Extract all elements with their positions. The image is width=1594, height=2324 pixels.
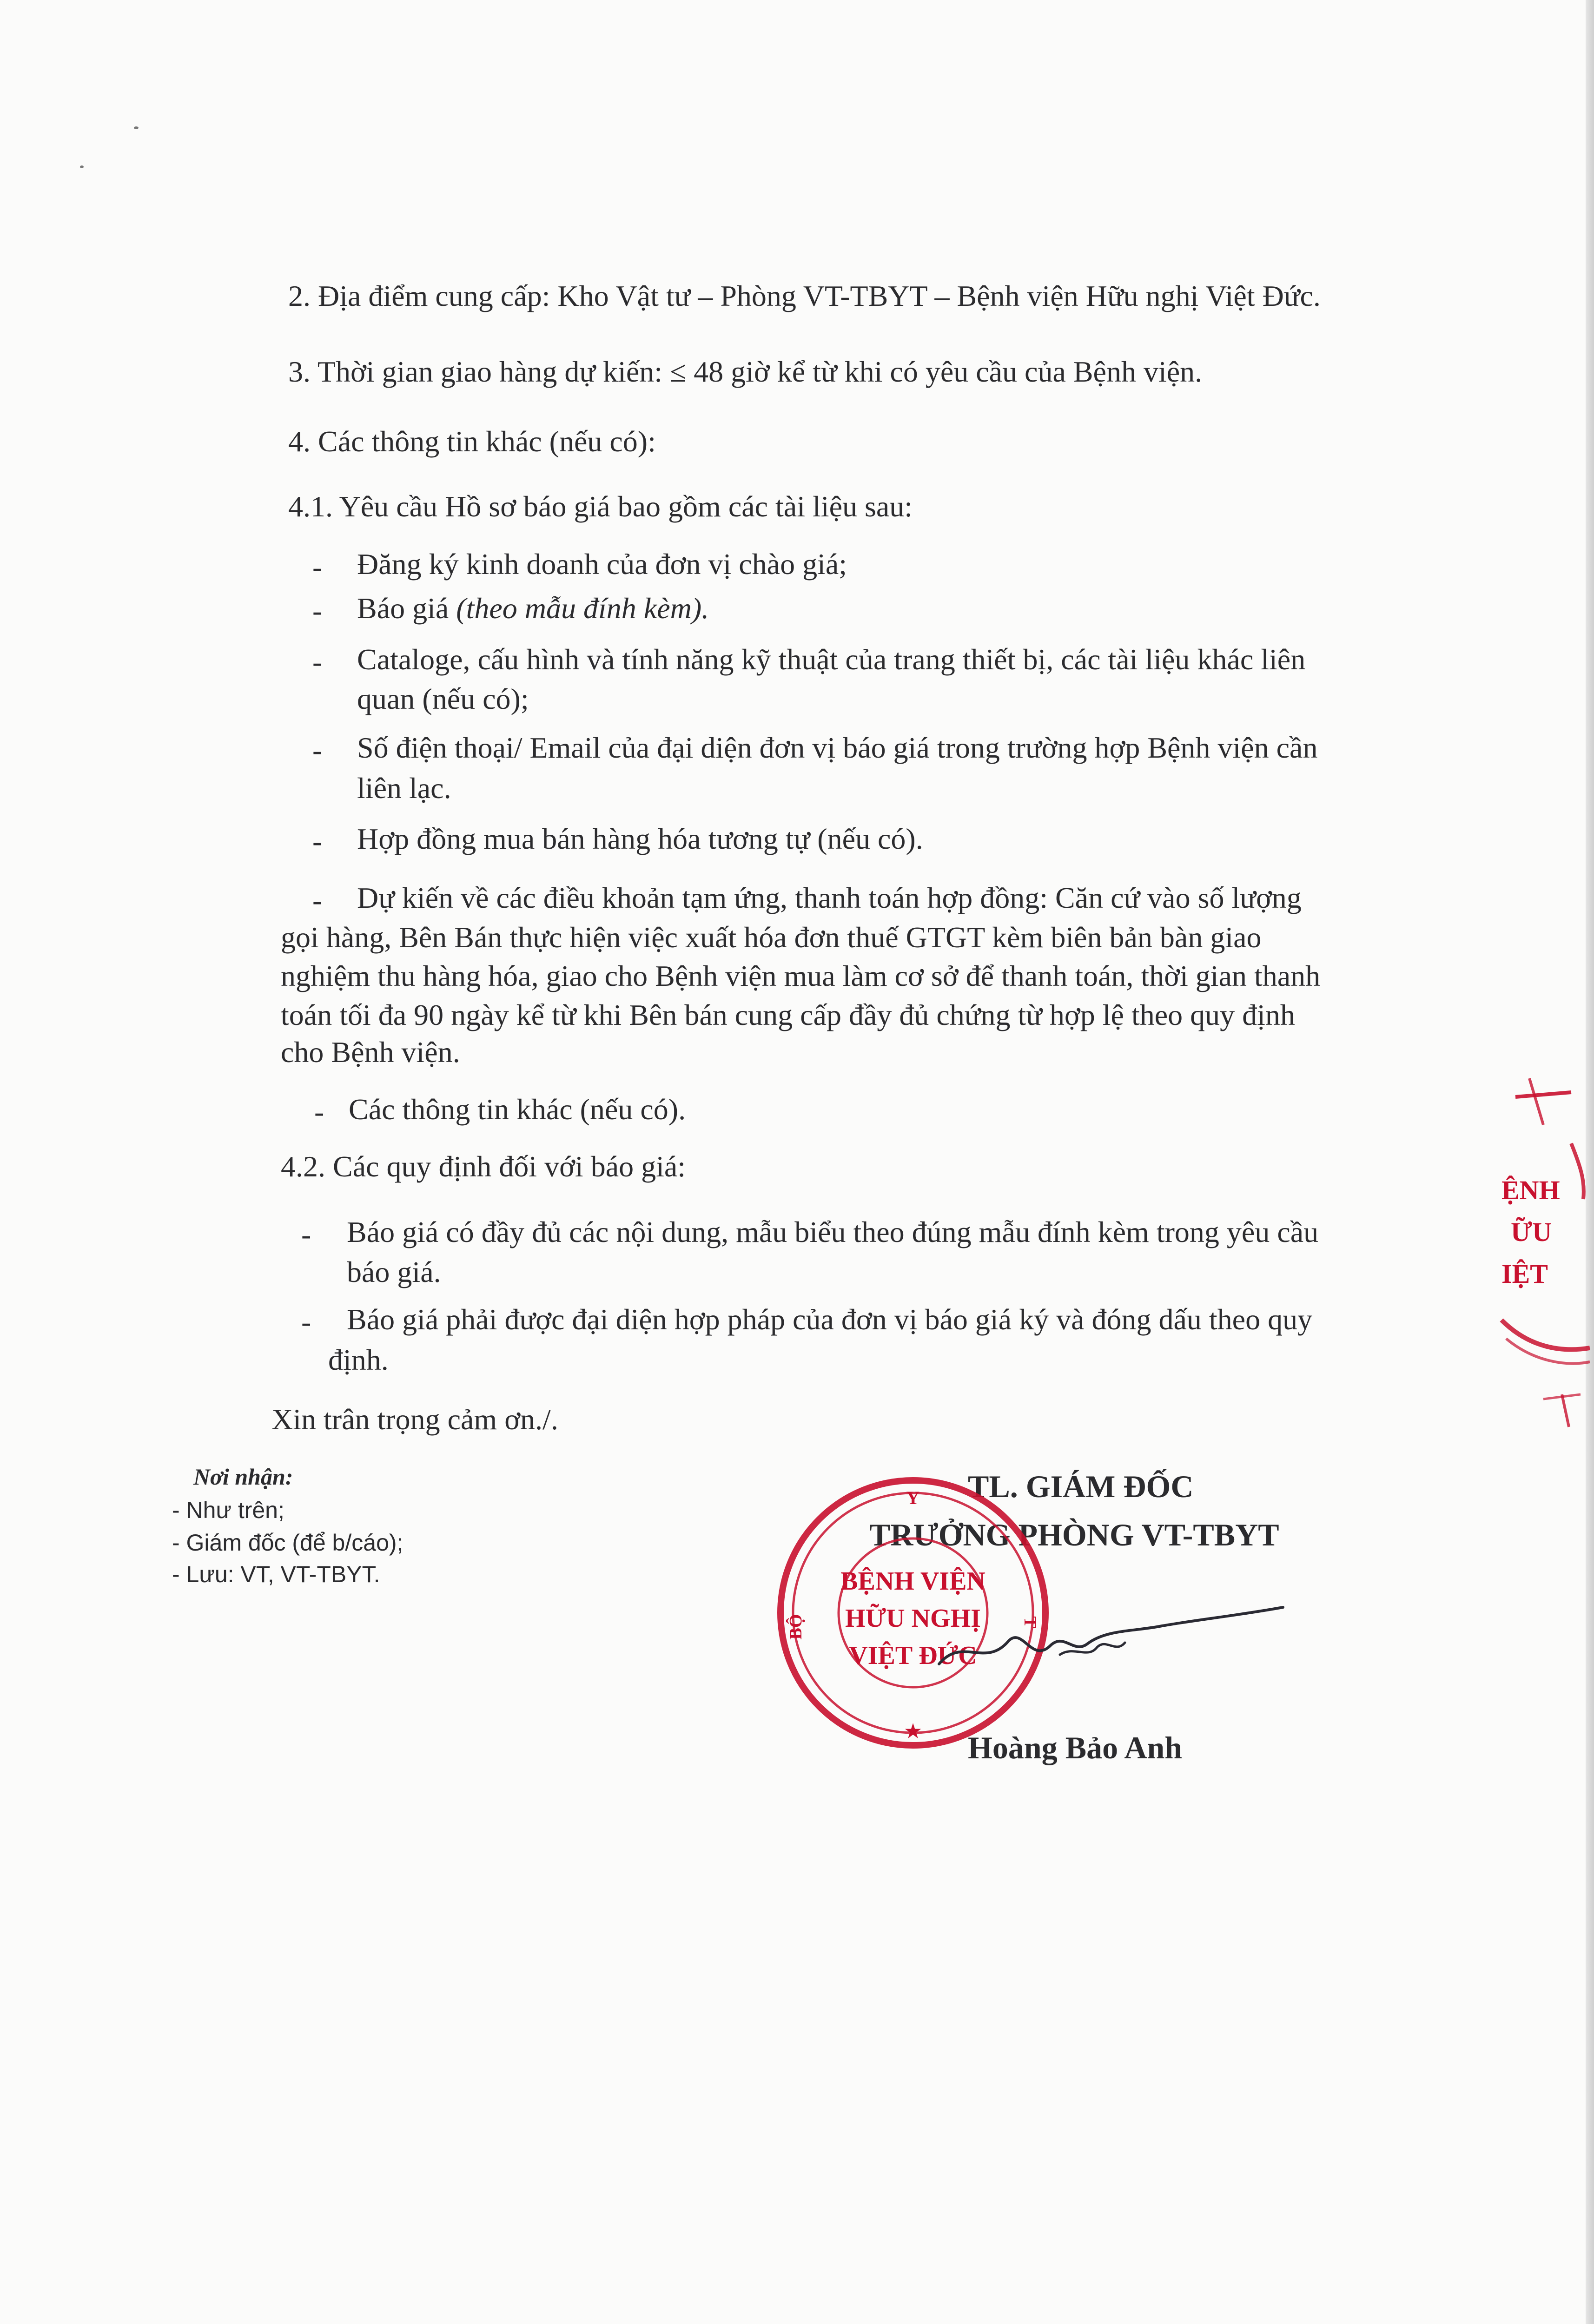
rule-2-line-1: Báo giá phải được đại diện hợp pháp của đơn vị báo giá ký và đóng dấu theo quy (347, 1303, 1313, 1336)
list-dash: - (312, 884, 323, 917)
other-info-item: Các thông tin khác (nếu có). (349, 1093, 686, 1126)
stamp-left-letters: BỘ (786, 1614, 806, 1640)
item-4-2-rules: 4.2. Các quy định đối với báo giá: (281, 1150, 686, 1183)
list-dash: - (301, 1218, 311, 1251)
signature-title-1: TL. GIÁM ĐỐC (968, 1469, 1194, 1504)
payment-terms-line-3: nghiệm thu hàng hóa, giao cho Bệnh viện mua làm cơ sở để thanh toán, thời gian thanh (281, 959, 1321, 992)
doc-catalogue-line-1: Cataloge, cấu hình và tính năng kỹ thuật của trang thiết bị, các tài liệu khác liên (357, 643, 1306, 676)
doc-catalogue-line-2: quan (nếu có); (357, 682, 529, 715)
paper-speck (134, 126, 139, 129)
paper-speck (80, 165, 84, 168)
stamp-top-letter: Y (906, 1487, 920, 1508)
recipient-1: - Như trên; (172, 1497, 284, 1523)
item-4-other-info: 4. Các thông tin khác (nếu có): (288, 425, 656, 458)
doc-similar-contracts: Hợp đồng mua bán hàng hóa tương tự (nếu có). (357, 822, 923, 855)
stamp-line-1: BỆNH VIỆN (840, 1567, 986, 1596)
item-2-delivery-location: 2. Địa điểm cung cấp: Kho Vật tư – Phòng VT-TBYT – Bệnh viện Hữu nghị Việt Đức. (288, 279, 1321, 312)
recipient-2: - Giám đốc (để b/cáo); (172, 1530, 403, 1556)
list-dash: - (314, 1095, 324, 1128)
seam-stamp-line-3: IỆT (1501, 1259, 1548, 1289)
rule-1-line-2: báo giá. (347, 1255, 441, 1288)
list-dash: - (312, 645, 323, 678)
doc-quotation (357, 594, 709, 623)
list-dash: - (312, 594, 323, 627)
stamp-line-3: VIỆT ĐỨC (849, 1641, 977, 1670)
rule-2-line-2: định. (328, 1343, 389, 1376)
signer-name: Hoàng Bảo Anh (968, 1730, 1183, 1765)
recipients-title: Nơi nhận: (193, 1464, 293, 1490)
doc-business-registration: Đăng ký kinh doanh của đơn vị chào giá; (357, 548, 847, 581)
doc-contact-line-2: liên lạc. (357, 772, 451, 805)
list-dash: - (312, 825, 323, 858)
seam-stamp-line-1: ỆNH (1501, 1175, 1560, 1205)
seam-stamp-line-2: ỮU (1511, 1217, 1552, 1247)
payment-terms-line-4: toán tối đa 90 ngày kể từ khi Bên bán cung cấp đầy đủ chứng từ hợp lệ theo quy định (281, 998, 1295, 1031)
list-dash: - (312, 550, 323, 583)
closing-thanks: Xin trân trọng cảm ơn./. (271, 1403, 558, 1436)
recipient-3: - Lưu: VT, VT-TBYT. (172, 1561, 380, 1587)
handwritten-signature (920, 1599, 1292, 1692)
doc-quotation-template-note: (theo mẫu đính kèm). (456, 592, 709, 625)
payment-terms-line-2: gọi hàng, Bên Bán thực hiện việc xuất hóa đơn thuế GTGT kèm biên bản bàn giao (281, 921, 1262, 954)
payment-terms-line-5: cho Bệnh viện. (281, 1036, 460, 1069)
stamp-right-letter: T (1020, 1616, 1040, 1628)
seam-stamp (1474, 1060, 1594, 1459)
list-dash: - (301, 1305, 311, 1338)
stamp-star-icon: ★ (905, 1721, 921, 1742)
doc-quotation-label: Báo giá (357, 592, 449, 625)
item-3-delivery-time: 3. Thời gian giao hàng dự kiến: ≤ 48 giờ kể từ khi có yêu cầu của Bệnh viện. (288, 355, 1203, 388)
list-dash: - (312, 733, 323, 766)
doc-contact-line-1: Số điện thoại/ Email của đại diện đơn vị báo giá trong trường hợp Bệnh viện cần (357, 731, 1318, 764)
payment-terms-line-1: Dự kiến về các điều khoản tạm ứng, thanh toán hợp đồng: Căn cứ vào số lượng (357, 881, 1302, 914)
item-4-1-requirements: 4.1. Yêu cầu Hồ sơ báo giá bao gồm các tài liệu sau: (288, 490, 913, 523)
rule-1-line-1: Báo giá có đầy đủ các nội dung, mẫu biểu theo đúng mẫu đính kèm trong yêu cầu (347, 1215, 1319, 1248)
signature-title-2: TRƯỞNG PHÒNG VT-TBYT (869, 1517, 1279, 1552)
stamp-line-2: HỮU NGHỊ (845, 1604, 981, 1633)
